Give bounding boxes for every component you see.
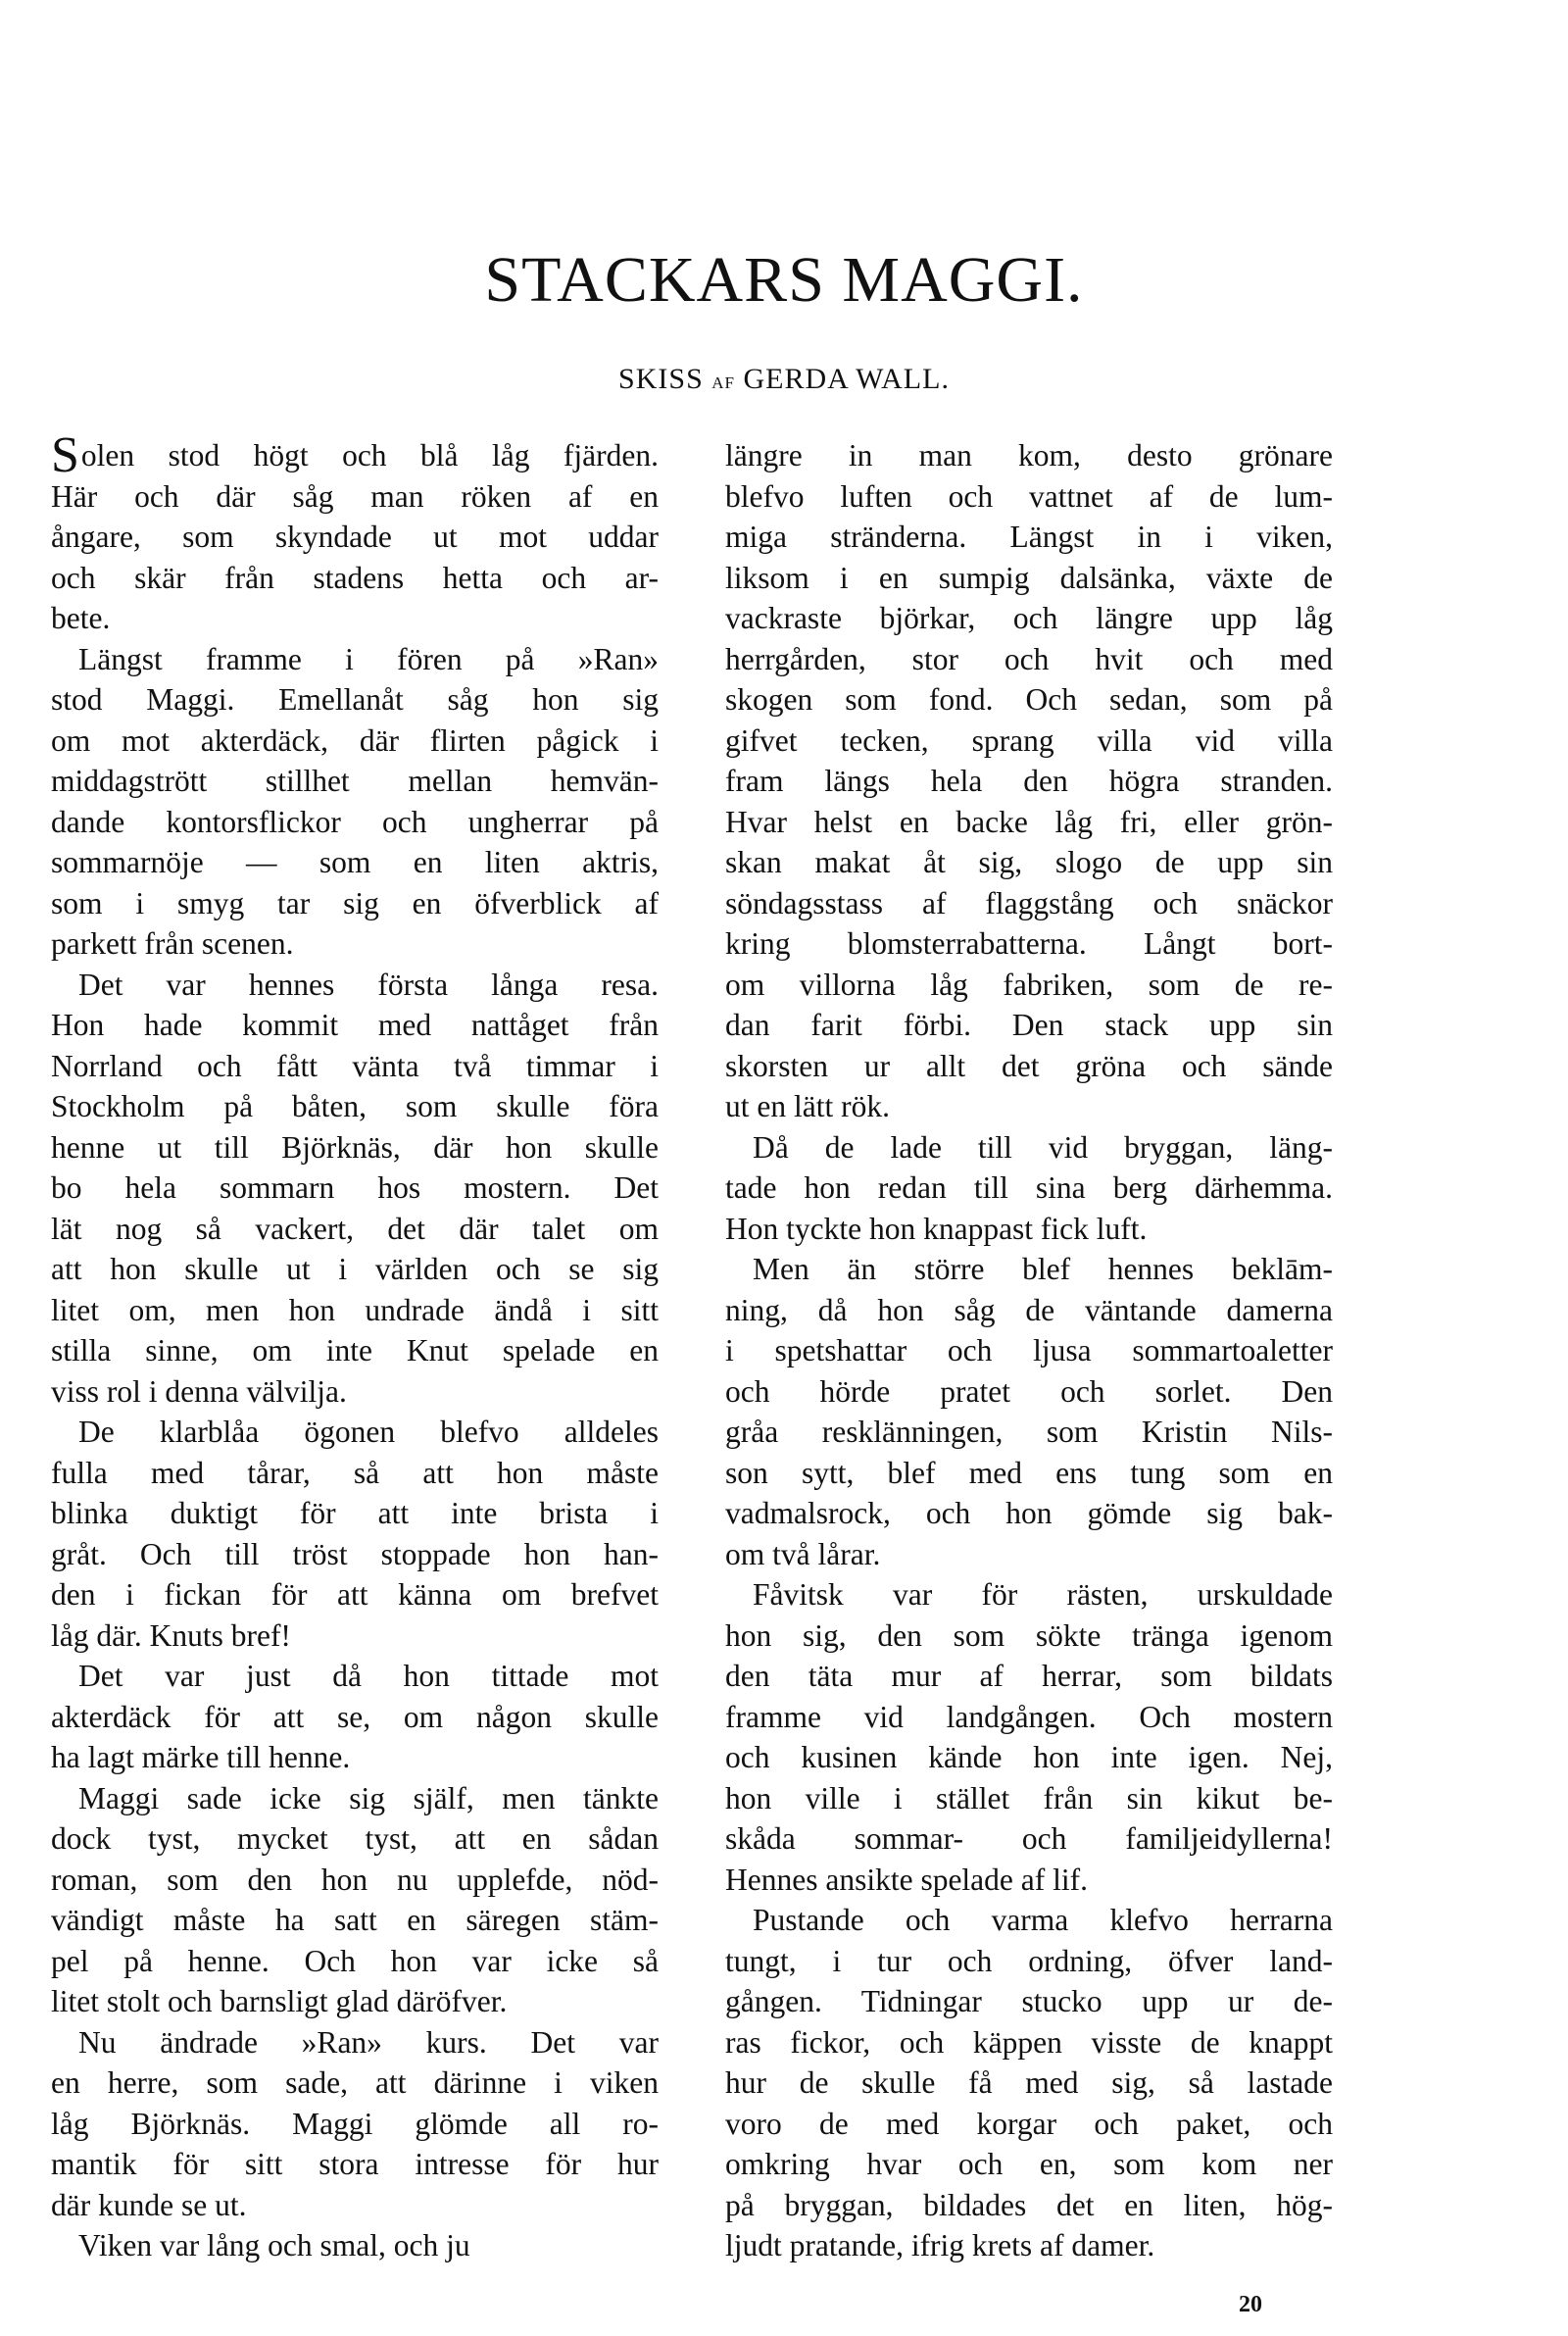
right-column-line: miga stränderna. Längst in i viken,	[725, 520, 1333, 554]
left-column-line: litet stolt och barnsligt glad däröfver.	[51, 1984, 508, 2018]
right-column-line: den täta mur af herrar, som bildats	[725, 1659, 1333, 1693]
right-column-line: hon ville i stället från sin kikut be-	[725, 1780, 1333, 1815]
right-column-line: Fåvitsk var för rästen, urskuldade	[753, 1577, 1333, 1612]
right-column-line: på bryggan, bildades det en liten, hög-	[725, 2187, 1333, 2222]
right-column-line: hon sig, den som sökte tränga igenom	[725, 1617, 1333, 1653]
right-column-line: ras fickor, och käppen visste de knappt	[725, 2024, 1333, 2060]
right-column-line: Men än större blef hennes beklām-	[753, 1252, 1333, 1286]
page-number: 20	[1239, 2292, 1262, 2317]
right-column-line: voro de med korgar och paket, och	[725, 2106, 1333, 2141]
right-column-line: tade hon redan till sina berg därhemma.	[725, 1170, 1333, 1205]
left-column-line: fulla med tårar, så att hon måste	[51, 1455, 659, 1490]
left-column-line: låg där. Knuts bref!	[51, 1617, 291, 1653]
article-title: STACKARS MAGGI.	[484, 244, 1084, 316]
left-column-line: en herre, som sade, att därinne i viken	[51, 2065, 659, 2100]
left-column-line: De klarblåa ögonen blefvo alldeles	[78, 1415, 659, 1449]
right-column-line: ning, då hon såg de väntande damerna	[725, 1292, 1333, 1327]
right-column-line: i spetshattar och ljusa sommartoaletter	[725, 1333, 1333, 1367]
right-column-line: skåda sommar- och familjeidyllerna!	[725, 1821, 1333, 1856]
left-column-line: Längst framme i fören på »Ran»	[78, 641, 659, 676]
left-column-line: Hon hade kommit med nattåget från	[51, 1008, 659, 1042]
left-column-line: pel på henne. Och hon var icke så	[51, 1943, 659, 1978]
right-column-line: ut en lätt rök.	[725, 1089, 890, 1123]
right-column-line: skorsten ur allt det gröna och sände	[725, 1048, 1333, 1083]
left-column-line: dock tyst, mycket tyst, att en sådan	[51, 1821, 659, 1856]
left-column-line: Norrland och fått vänta två timmar i	[51, 1048, 659, 1083]
right-column-line: liksom i en sumpig dalsänka, växte de	[725, 560, 1333, 595]
left-column-line: den i fickan för att känna om brefvet	[51, 1577, 659, 1612]
left-column-line: Det var just då hon tittade mot	[78, 1659, 659, 1693]
right-column-line: Hon tyckte hon knappast fick luft.	[725, 1211, 1148, 1246]
left-column-line: roman, som den hon nu upplefde, nöd-	[51, 1862, 659, 1897]
right-column-line: dan farit förbi. Den stack upp sin	[725, 1008, 1333, 1042]
right-column-line: tungt, i tur och ordning, öfver land-	[725, 1943, 1333, 1978]
first-line-text: olen stod högt och blå låg fjärden.	[80, 438, 659, 472]
right-column-line: längre in man kom, desto grönare	[725, 438, 1333, 472]
right-column-line: om två lårar.	[725, 1536, 881, 1571]
left-column-line: ha lagt märke till henne.	[51, 1740, 351, 1774]
right-column-line: skan makat åt sig, slogo de upp sin	[725, 845, 1333, 879]
right-column-line: Pustande och varma klefvo herrarna	[753, 1903, 1333, 1937]
right-column-line: hur de skulle få med sig, så lastade	[725, 2065, 1333, 2100]
left-column-line: Maggi sade icke sig själf, men tänkte	[78, 1780, 659, 1815]
left-column-line: middagstrött stillhet mellan hemvän-	[51, 764, 659, 798]
left-column-line: som i smyg tar sig en öfverblick af	[51, 885, 659, 920]
right-column-line: gången. Tidningar stucko upp ur de-	[725, 1984, 1333, 2018]
left-column-line: bete.	[51, 601, 111, 635]
right-column-line: om villorna låg fabriken, som de re-	[725, 967, 1333, 1002]
byline-pre: SKISS	[618, 363, 704, 395]
right-column-line: fram längs hela den högra stranden.	[725, 764, 1333, 798]
byline-af: AF	[711, 373, 735, 392]
right-column-line: och hörde pratet och sorlet. Den	[725, 1373, 1333, 1409]
left-column-line: vändigt måste ha satt en säregen stäm-	[51, 1903, 659, 1937]
right-column-line: omkring hvar och en, som kom ner	[725, 2147, 1333, 2181]
left-column-line: lät nog så vackert, det där talet om	[51, 1211, 659, 1246]
left-column-line: Viken var lång och smal, och ju	[78, 2228, 470, 2262]
left-column-line: viss rol i denna välvilja.	[51, 1373, 347, 1409]
left-column-line: låg Björknäs. Maggi glömde all ro-	[51, 2106, 659, 2141]
left-column-line: akterdäck för att se, om någon skulle	[51, 1699, 659, 1734]
left-column-line: blinka duktigt för att inte brista i	[51, 1496, 659, 1530]
right-column-line: ljudt pratande, ifrig krets af damer.	[725, 2228, 1155, 2262]
left-column-line: där kunde se ut.	[51, 2187, 247, 2222]
left-column-line: Nu ändrade »Ran» kurs. Det var	[78, 2024, 659, 2060]
left-column-line: bo hela sommarn hos mostern. Det	[51, 1170, 659, 1205]
left-column-line	[51, 427, 659, 483]
right-column-line: Hennes ansikte spelade af lif.	[725, 1862, 1088, 1897]
left-column-line: gråt. Och till tröst stoppade hon han-	[51, 1536, 659, 1571]
drop-cap: S	[51, 427, 79, 483]
left-column-line: Här och där såg man röken af en	[51, 478, 659, 514]
left-column-line: mantik för sitt stora intresse för hur	[51, 2147, 659, 2181]
right-column-line: kring blomsterrabatterna. Långt bort-	[725, 926, 1333, 961]
left-column-line: sommarnöje — som en liten aktris,	[51, 845, 659, 879]
right-column-line: Hvar helst en backe låg fri, eller grön-	[725, 804, 1333, 839]
right-column-line: vackraste björkar, och längre upp låg	[725, 601, 1333, 635]
left-column-line: om mot akterdäck, där flirten pågick i	[51, 722, 659, 758]
left-column-line: stilla sinne, om inte Knut spelade en	[51, 1333, 659, 1367]
left-column-line: att hon skulle ut i världen och se sig	[51, 1252, 659, 1286]
right-column-line: herrgården, stor och hvit och med	[725, 641, 1333, 676]
byline-author: GERDA WALL.	[743, 363, 950, 395]
right-column-line: vadmalsrock, och hon gömde sig bak-	[725, 1496, 1333, 1530]
right-column-line: skogen som fond. Och sedan, som på	[725, 682, 1333, 717]
right-column-line: blefvo luften och vattnet af de lum-	[725, 478, 1333, 514]
right-column-line: son sytt, blef med ens tung som en	[725, 1455, 1333, 1490]
right-column-line: gråa resklänningen, som Kristin Nils-	[725, 1415, 1333, 1449]
right-column-line: gifvet tecken, sprang villa vid villa	[725, 722, 1333, 758]
left-column-line: och skär från stadens hetta och ar-	[51, 560, 659, 595]
left-column-line: parkett från scenen.	[51, 926, 294, 961]
byline	[0, 363, 1568, 396]
left-column-line: litet om, men hon undrade ändå i sitt	[51, 1292, 659, 1327]
right-column-line: och kusinen kände hon inte igen. Nej,	[725, 1740, 1333, 1774]
right-column-line: söndagsstass af flaggstång och snäckor	[725, 885, 1333, 920]
left-column-line: ångare, som skyndade ut mot uddar	[51, 520, 659, 554]
left-column	[51, 427, 659, 2266]
left-column-line: Stockholm på båten, som skulle föra	[51, 1089, 659, 1123]
left-column-line: henne ut till Björknäs, där hon skulle	[51, 1129, 659, 1165]
left-column-line: dande kontorsflickor och ungherrar på	[51, 804, 659, 839]
right-column-line: framme vid landgången. Och mostern	[725, 1699, 1333, 1734]
left-column-line: stod Maggi. Emellanåt såg hon sig	[51, 682, 659, 717]
left-column-line: Det var hennes första långa resa.	[78, 967, 659, 1002]
right-column-line: Då de lade till vid bryggan, läng-	[753, 1129, 1333, 1165]
right-column	[725, 435, 1333, 2266]
